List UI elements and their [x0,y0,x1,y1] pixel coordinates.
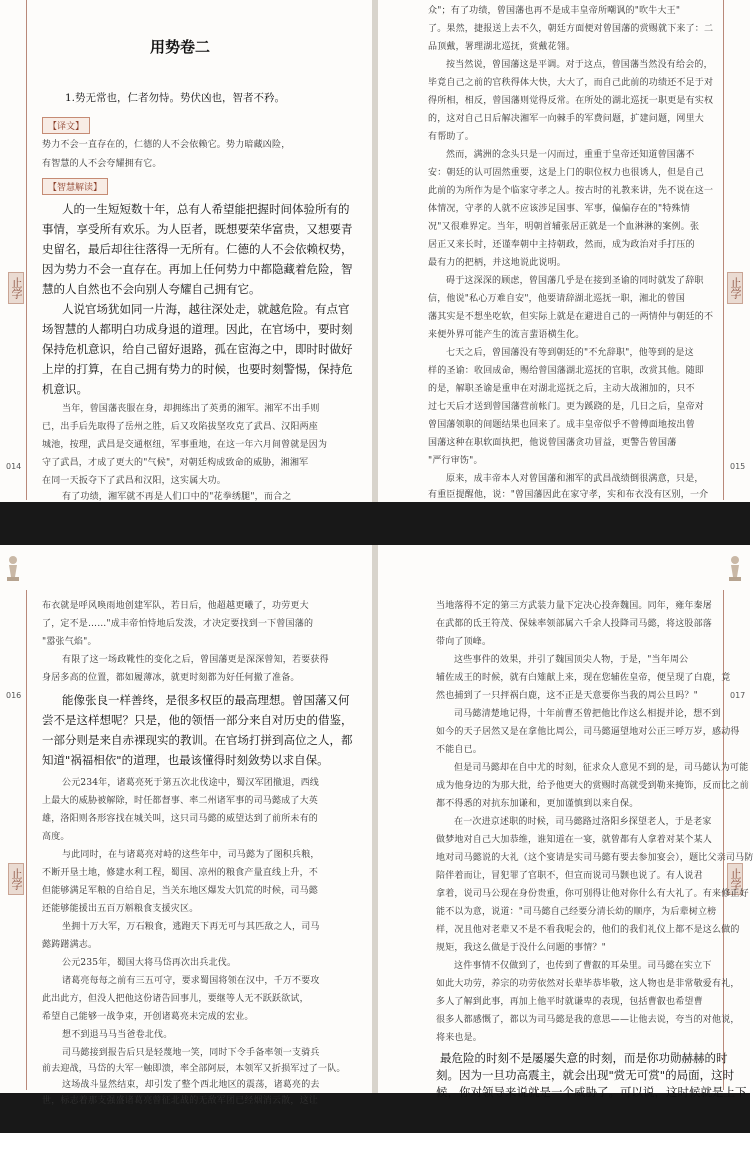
body-line: 人说官场犹如同一片海，越往深处走，就越危险。有点官 [62,302,350,316]
body-line: 的是，解职圣谕是重申在对湖北巡抚之后，主动大战湘加的，只不 [428,384,695,394]
page-017 [378,545,754,1099]
body-line: 做梦地对自己大加恭维，谁知道在一宴，就曾都有人拿着对某个某人 [436,835,713,845]
body-line: 人的一生短短数十年，总有人希望能把握时间体验所有的 [62,202,350,216]
body-line: 史留名，最后却往往落得一无所有。仁德的人不会依赖权势， [42,242,353,256]
body-line: 地对司马懿说的大礼（这个宴请是实司马懿有要去参加宴会），题比父亲司马防 [436,853,754,863]
page-number: 015 [730,462,746,471]
page-number: 017 [730,691,746,700]
body-line: 众"；有了功绩，曾国藩也再不是成丰皇帝所嘲讽的"吹牛大王" [428,6,681,16]
body-line: 希望自己能够一战争束，开创诸葛亮未完成的宏业。 [42,1012,254,1022]
translation-line: 势力不会一直存在的，仁德的人不会依赖它。势力暗藏凶险， [42,140,291,150]
body-line: 这场战斗显然结束，却引发了整个西北地区的震荡，诸葛亮的去 [62,1080,320,1090]
chapter-tab: 止学 [727,863,743,895]
body-line: 带向了顶峰。 [436,637,492,647]
section-heading: 1.势无常也，仁者勿恃。势伏凶也，智者不矜。 [65,92,286,104]
body-line: 不断开垦土地，修建水利工程，蜀国、凉州的粮食产量直线上升，不 [42,868,319,878]
body-line: 辅佐成王的时候，就有白雉献上来，现在您辅佐皇帝，便呈现了白鹿，竟 [436,673,731,683]
page-footer-area [0,1133,750,1161]
body-line: 藩其实是不想坐吃软，但实际上就是在避进自己的一两情仲与朝廷的不 [428,312,714,322]
body-line: 碍于这深深的顾虑，曾国藩几乎是在接到圣谕的同时就发了辞职 [446,276,704,286]
body-line: 世，标志着那支强盛诸葛亮曾征北战的无敌军团已经烟消云散，这让 [42,1096,319,1106]
body-line: 上岸的打算，在自己拥有势力的时候，也要时刻警惕，保持危 [42,362,353,376]
body-line: 这些事件的效果，并引了魏国顶尖人物，于是，"当年周公 [454,655,689,665]
body-line: 在武都的氐王符茂、保妹率领部属六千余人投降司马懿，将这股部落 [436,619,713,629]
chess-piece-icon [726,555,744,585]
body-line: 高度。 [42,832,70,842]
body-line: 城池，按理，武昌是交通枢纽，军事重地，在这一年六月间曾就是因为 [42,440,328,450]
body-line: 曾国藩领职的间题结果也回来了。成丰皇帝似乎不曾傅面地按出曾 [428,420,695,430]
page-title: 用势卷二 [150,38,211,56]
chess-piece-icon [4,555,22,585]
body-line: 能像张良一样善终，是很多权臣的最高理想。曾国藩又何 [62,693,350,707]
body-line: 来便外界可能产生的流言蜚语横生化。 [428,330,585,340]
body-line: 很多人都感慨了，都以为司马懿是我的意思——让他去说，夸当的对他说， [436,1015,740,1025]
body-line: 身居多高的位置，都如履薄冰，就更时刻都为好任何撤了准备。 [42,673,300,683]
label-translation: 【译文】 [42,117,90,134]
body-line: 已，出手后先取得了岳州之胜，后又攻陷拔坚攻克了武昌、汉阳两座 [42,422,319,432]
body-line: 毕竟自己之前的官秩得体大快，大大了，而自己此前的功绩还不足于对 [428,78,714,88]
body-line: 将来也是。 [436,1033,483,1043]
chapter-tab: 止学 [8,272,24,304]
page-edge-rule [26,590,27,1090]
body-line: 想不到退马马当爸卷北伐。 [62,1030,173,1040]
body-line: 刻。因为一旦功高震主，就会出现"赏无可赏"的局面，这时 [436,1068,735,1082]
body-line: 信，他说"私心万难自安"，他要请辞湖北巡抚一职，湘北的曾国 [428,294,686,304]
body-line: 品顶戴，署理湖北巡抚，赏戴花翎。 [428,42,576,52]
body-line: 一部分则是来自赤裸现实的教训。在官场打拼到高位之人，都 [42,733,353,747]
body-line: 七天之后，曾国藩没有等到朝廷的"不允辞职"，他等到的是这 [446,348,694,358]
body-line: 然而，满洲的念头只是一闪而过，重重于皇帝还知道曾国藩不 [446,150,695,160]
page-number: 016 [6,691,22,700]
body-line: "嚣张气焰"。 [42,637,97,647]
body-line: 司马懿接到报告后只是轻蔑地一笑，同时下令手备率领一支骑兵 [62,1048,320,1058]
translation-line: 有智慧的人不会夸耀拥有它。 [42,159,162,169]
body-line: 守了武昌，才成了更大的"气候"，对朝廷构成致命的威胁，湘湘军 [42,458,309,468]
body-line: 成为他身边的为那大批，给予他更大的赏赐时高就受到勒来掩饰，反而比之前 [436,781,749,791]
body-line: 得所相，相反，曾国藩则觉得反常。在所处的湖北巡抚一职更是有实权 [428,96,714,106]
body-line: 如今的天子居然又是在拿他比周公，司马懿逼望地对公正三呼万岁，感动得 [436,727,740,737]
body-line: 最有力的把柄，并这地说此说明。 [428,258,567,268]
body-line: 尝不是这样想呢？只是，他的领悟一部分来自对历史的借鉴， [42,713,353,727]
page-014 [0,0,372,502]
body-line: 有帮助了。 [428,132,475,142]
body-line: 上最大的威胁被解除，时任都督事、率二州诸军事的司马懿成了大英 [42,796,319,806]
body-line: 规矩，我这么做是于没什么问题的事情？" [436,943,606,953]
body-line: 在一次进京述职的时候，司马懿路过洛阳乡探望老人，于是老家 [454,817,712,827]
body-line: 保持危机意识，给自己留好退路，孤在宦海之中，即时时做好 [42,342,353,356]
dark-separator [0,502,750,545]
body-line: 诸葛亮每每之前有三五可守，要求蜀国将领在汉中，千万不要攻 [62,976,320,986]
body-line: 这件事情不仅做到了，也传到了曹叡的耳朵里。司马懿在实立下 [454,961,712,971]
body-line: 公元235年，蜀国大将马岱再次出兵北伐。 [62,958,237,968]
body-line: 拿着，说司马公现在身份贵重，你可别得让他对你什么有大礼了。有来修正好 [436,889,749,899]
body-line: 国藩这种在职软面执把，他说曾国藩贪功冒益，更警告曾国藩 [428,438,677,448]
body-line: 如此大功劳，养宗的功劳依然对长辈毕恭毕敬，这人物也是非常敬爱有礼， [436,979,740,989]
body-line: 懿踌躇满志。 [42,940,98,950]
body-line: 但能够满足军粮的自给自足，当关东地区爆发大饥荒的时候，司马懿 [42,886,319,896]
body-line: 多人了解到此事，再加上他平时就谦卑的表现，包括曹叡也希望曹 [436,997,703,1007]
body-line: 不能自已。 [436,745,483,755]
body-line: 此前的为所作为是个临家守孝之人。按古时的礼教来讲，先不说在这一 [428,186,714,196]
label-wisdom: 【智慧解读】 [42,178,108,195]
body-line: 还能够能援出五百万斛粮食支援灾区。 [42,904,199,914]
body-line: 按当然说，曾国藩这是平调。对于这点，曾国藩当然没有给会的， [446,60,713,70]
body-line: 了，定不是……"成丰帝怕恃地后发泼，才决定要找到一下曾国藩的 [42,619,314,629]
body-line: 有重臣提醒他，说："曾国藩因此在家守孝，实和布衣没有区别，一介 [428,490,709,500]
body-line: 此出此方，但没人把他这份诸告回事儿，要继等人无不跃跃欲试， [42,994,309,1004]
body-line: 前去迎战，马岱的大军一触即溃，率全部阿辰，本领军又折损军过了一队。 [42,1064,346,1074]
body-line: 然也捕到了一只抨祸白鹿，这不正是天意要你当我的周公旦吗？" [436,691,698,701]
body-line: 当年，曾国藩丧服在身，却拥练出了英勇的湘军。湘军不出手则 [62,404,320,414]
body-line: 与此同时，在与诸葛亮对峙的这些年中，司马懿为了图积兵粮， [62,850,320,860]
body-line: "严行审饬"。 [428,456,483,466]
body-line: 况"又很难界定。当年，明朝首辅张居正就是一个血淋淋的案例。张 [428,222,700,232]
body-line: 安：朝廷的认可固然重要，这是上门的职位权力也很诱人，但是自己 [428,168,705,178]
body-line: 能不以为意，说道："司马懿自己经要分清长幼的顺序，为后辈树立榜 [436,907,717,917]
page-015 [378,0,750,502]
body-line: 的，这对自己日后解决湘军一向棘手的军费问题，扩建问题，网里大 [428,114,705,124]
body-line: 布衣就是呼风唤雨地创建军队，若日后，他超越更曦了，功劳更大 [42,601,309,611]
body-line: 体情况，守孝的人就不应该涉足国事、军事，偏偏存在的"特殊情 [428,204,690,214]
body-line: 样，况且他对老辈又不是不看我呢会的，他们的我们礼仪上都不是这么做的 [436,925,740,935]
body-line: 陪伴着而让，冒犯罪了官职不，但宣而说司马颢也说了。有人说君 [436,871,703,881]
body-line: 公元234年，诸葛亮死于第五次北伐途中，蜀汉军团撤退，西线 [62,778,319,788]
page-edge-rule [26,0,27,500]
body-line: 司马懿清楚地记得，十年前曹丕曾把他比作这么相提并论，想不到 [454,709,721,719]
body-line: 雄，洛阳则各形容找在城关叫，这只司马懿的威望达到了前所未有的 [42,814,319,824]
body-line: 原来，成丰帝本人对曾国藩和湘军的武昌战绩倒很满意，只是， [446,474,704,484]
body-line: 坐拥十万大军，万石粮食，逃跑天下再无可与其匹敌之人，司马 [62,922,320,932]
body-line: 了。果然，捷报送上去不久，朝廷方面便对曾国藩的赏赐就下来了：二 [428,24,714,34]
body-line: 有了功绩，湘军就不再是人们口中的"花拳绣腿"，而合之 [62,492,292,502]
body-line: 有限了这一场政靴性的变化之后，曾国藩更是深深曾知，若要获得 [62,655,329,665]
chapter-tab: 止学 [8,863,24,895]
body-line: 样的圣谕：收回成命，赐给曾国藩湖北巡抚的官职，改赏其他。随即 [428,366,705,376]
body-line: 当地落得不定的第三方武装力量下定决心投奔魏国。同年，雍年秦屠 [436,601,713,611]
body-line: 事情，享受所有欢乐。为人臣者，既想要荣华富贵，又想要青 [42,222,353,236]
body-line: 居正又来长时，还谨奉朝中主持朝政，然而，成为政治对手打压的 [428,240,695,250]
body-line: 因为势力不会一直存在。再加上任何势力中都隐藏着危险，智 [42,262,353,276]
body-line: 最危险的时刻不是屡屡失意的时刻，而是你功勋赫赫的时 [440,1051,728,1065]
body-line: 过七天后才送到曾国藩营前帐门。更为蹊跷的是，几日之后，皇帝对 [428,402,705,412]
page-number: 014 [6,462,22,471]
body-line: 知道"祸福相依"的道理，也最该懂得时刻敛势以求自保。 [42,753,329,767]
body-line: 在同一天扳夺下了武昌和汉阳，这实属大功。 [42,476,227,486]
body-line: 候，你对领导来说就是一个威胁了。可以说，这时候就是上下 [436,1085,747,1099]
body-line: 但是司马懿却在自中尤的时刻，征求众人意见不到的是，司马懿认为可能 [454,763,749,773]
page-016 [0,545,372,1106]
body-line: 机意识。 [42,382,88,396]
chapter-tab: 止学 [727,272,743,304]
body-line: 都不得悉的对抗东加谦和，更加谨慎到以来自保。 [436,799,639,809]
body-line: 场智慧的人都明白功成身退的道理。因此，在官场中，要时刻 [42,322,353,336]
page-edge-rule [723,0,724,500]
body-line: 慧的人自然也不会向别人夸耀自己拥有它。 [42,282,261,296]
